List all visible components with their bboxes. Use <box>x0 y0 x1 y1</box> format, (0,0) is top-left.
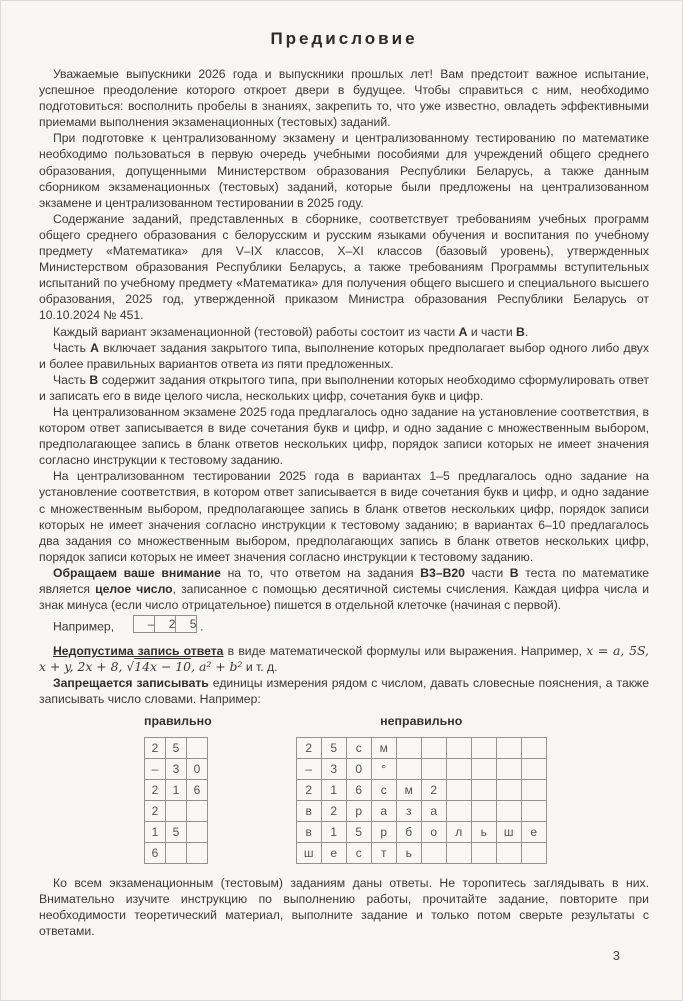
table-cell <box>446 780 471 801</box>
table-cell: с <box>346 843 371 864</box>
incorrect-table-header: неправильно <box>380 714 463 729</box>
incorrect-table-group <box>296 714 547 864</box>
table-cell <box>496 780 521 801</box>
table-cell: 5 <box>166 822 187 843</box>
paragraph <box>39 130 649 210</box>
table-cell <box>496 801 521 822</box>
table-cell: р <box>371 822 396 843</box>
paragraph <box>39 211 649 324</box>
table-cell <box>521 780 546 801</box>
math-text: , a² + b² <box>191 658 243 674</box>
table-row <box>145 780 208 801</box>
page-content <box>39 29 649 939</box>
table-cell <box>496 759 521 780</box>
text-run: . <box>524 324 529 339</box>
table-cell: с <box>346 738 371 759</box>
text-run: А <box>90 340 99 355</box>
text-run: включает задания закрытого типа, выполнение которых предполагает выбор одного либо двух и более правильных вариантов ответа из пяти предложенных. <box>39 340 649 371</box>
table-cell: 1 <box>321 780 346 801</box>
table-cell <box>166 843 187 864</box>
text-run: единицы измерения рядом с числом, давать словесные пояснения, а также записывать число словами. Например: <box>39 675 649 706</box>
table-cell: 5 <box>321 738 346 759</box>
text-run: Недопустима запись ответа <box>53 643 224 658</box>
text-run: и части <box>467 324 517 339</box>
example-answer-cell: – <box>133 615 155 633</box>
text-run: Каждый вариант экзаменационной (тестовой) работы состоит из части <box>53 324 459 339</box>
text-run: В <box>89 372 99 387</box>
math-text: 14x − 10 <box>134 658 192 674</box>
table-cell: 6 <box>187 780 208 801</box>
paragraph <box>39 643 649 675</box>
text-run: В <box>516 324 525 339</box>
table-cell: ь <box>396 843 421 864</box>
correct-table <box>144 737 208 864</box>
table-cell <box>521 738 546 759</box>
paragraph <box>39 875 649 939</box>
text-run: Ко всем экзаменационным (тестовым) заданиям даны ответы. Не торопитесь заглядывать в них. Внимательно изучите инструкцию по выполнению работы, прочитайте задание, повторите при необходимости теоретический материал, выполните задание и только потом сверьте результаты с ответами. <box>39 876 649 939</box>
table-cell: м <box>396 780 421 801</box>
table-cell: 2 <box>145 801 166 822</box>
table-cell: б <box>396 822 421 843</box>
correct-table-group <box>144 714 212 864</box>
table-cell: 1 <box>321 822 346 843</box>
table-cell: а <box>421 801 446 822</box>
text-run: и т. д. <box>242 659 278 674</box>
table-cell: – <box>296 759 321 780</box>
table-cell: 5 <box>346 822 371 843</box>
math-text: √ <box>126 658 135 674</box>
table-cell: 3 <box>166 759 187 780</box>
paragraph <box>39 340 649 372</box>
page-title: Предисловие <box>270 29 418 48</box>
example-answer-cell: 2 <box>154 615 176 633</box>
table-cell: с <box>371 780 396 801</box>
table-row <box>296 822 546 843</box>
table-row <box>296 780 546 801</box>
table-cell: 0 <box>187 759 208 780</box>
table-row <box>296 843 546 864</box>
table-cell <box>496 738 521 759</box>
table-cell: 1 <box>145 822 166 843</box>
table-cell: ° <box>371 759 396 780</box>
page-body <box>39 66 649 939</box>
paragraph <box>39 66 649 130</box>
table-cell <box>187 801 208 822</box>
table-cell <box>187 843 208 864</box>
page-number: 3 <box>612 948 620 963</box>
table-cell <box>396 759 421 780</box>
table-cell: е <box>321 843 346 864</box>
text-run: В3–В20 <box>420 565 465 580</box>
example-answer-cell: 5 <box>175 615 197 633</box>
text-run: При подготовке к централизованному экзамену и централизованному тестированию по математике необходимо пользоваться в первую очередь учебными пособиями для учреждений общего среднего образования, допущенными Министерством образования Республики Беларусь, а также данным сборником экзаменационных (тестовых) заданий, которые были предложены на централизованном экзамене и централизованном тестировании в 2025 году. <box>39 131 649 210</box>
paragraph <box>39 404 649 468</box>
text-run: Часть <box>53 372 90 387</box>
example-prefix: Например, <box>53 619 115 634</box>
text-run: Содержание заданий, представленных в сборнике, соответствует требованиям учебных программ общего среднего образования с белорусским и русским языками обучения и воспитания по учебному предмету «Математика» для V–IX классов, X–XI классов (базовый уровень), утвержденных Министерством образования Республики Беларусь, а также требованиям Программы вступительных испытаний по учебному предмету «Математика» для получения общего высшего и специального высшего образования, 2025 год, утвержденной приказом Министра образования Республики Беларусь от 10.10.2024 № 451. <box>39 211 649 323</box>
example-answer-cells <box>119 615 197 638</box>
paragraph <box>39 565 649 613</box>
table-row <box>296 759 546 780</box>
table-cell: 2 <box>296 780 321 801</box>
table-cell: 1 <box>166 780 187 801</box>
table-row <box>145 843 208 864</box>
table-cell <box>446 843 471 864</box>
table-cell: 2 <box>421 780 446 801</box>
table-cell: в <box>296 801 321 822</box>
table-cell: а <box>371 801 396 822</box>
table-cell <box>471 738 496 759</box>
text-run: целое число <box>95 582 173 596</box>
text-run: в виде математической формулы или выражения. Например, <box>223 643 587 658</box>
table-row <box>145 801 208 822</box>
table-cell: 0 <box>346 759 371 780</box>
table-cell <box>471 843 496 864</box>
table-cell <box>521 801 546 822</box>
text-run: содержит задания открытого типа, при выполнении которых необходимо сформулировать ответ и записать его в виде целого числа, нескольких цифр, сочетания букв и цифр. <box>39 372 649 403</box>
table-cell: 6 <box>346 780 371 801</box>
table-cell <box>187 738 208 759</box>
paragraph <box>39 324 649 340</box>
table-cell: ь <box>471 822 496 843</box>
table-cell <box>471 780 496 801</box>
table-cell: 2 <box>145 780 166 801</box>
table-cell <box>521 759 546 780</box>
text-run: Уважаемые выпускники 2026 года и выпускники прошлых лет! Вам предстоит важное испытание, успешное преодоление которого откроет двери в будущее. Чтобы справиться с ним, необходимо подготовиться: восполнить пробелы в знаниях, закрепить то, что уже известно, овладеть эффективными приемами выполнения экзаменационных (тестовых) заданий. <box>39 67 649 130</box>
table-cell <box>521 843 546 864</box>
incorrect-table <box>296 737 547 864</box>
table-cell <box>421 738 446 759</box>
table-cell: ш <box>496 822 521 843</box>
example-suffix: . <box>200 619 204 634</box>
paragraph <box>39 468 649 565</box>
text-run: На централизованном тестировании 2025 года в вариантах 1–5 предлагалось одно задание на установление соответствия, в котором ответ записывается в виде сочетания букв и цифр, и одно задание с множественным выбором, предполагающее запись в бланк ответов нескольких цифр, порядок записи которых не имеет значения согласно инструкции к тестовому заданию; в вариантах 6–10 предлагалось два задания со множественным выбором, предполагающих запись в бланк ответов нескольких цифр, порядок записи которых не имеет значения согласно инструкции к тестовому заданию. <box>39 469 649 564</box>
table-cell: 2 <box>145 738 166 759</box>
text-run: А <box>458 324 468 339</box>
table-cell <box>421 843 446 864</box>
table-cell: 2 <box>321 801 346 822</box>
table-row <box>145 759 208 780</box>
table-cell <box>396 738 421 759</box>
table-cell: о <box>421 822 446 843</box>
table-cell: ш <box>296 843 321 864</box>
table-cell <box>446 759 471 780</box>
table-cell <box>187 822 208 843</box>
table-cell <box>471 759 496 780</box>
text-run: теста по математике является <box>39 565 649 596</box>
table-cell: 3 <box>321 759 346 780</box>
text-run: В <box>509 565 519 580</box>
text-run: части <box>464 565 510 580</box>
table-row <box>296 801 546 822</box>
math-text: x = a, 5S, x + y, 2x + 8, <box>39 642 649 674</box>
table-cell: з <box>396 801 421 822</box>
table-cell: т <box>371 843 396 864</box>
table-cell <box>496 843 521 864</box>
text-run: Обращаем ваше внимание <box>53 565 221 580</box>
table-cell: в <box>296 822 321 843</box>
paragraph <box>39 675 649 707</box>
answer-grids <box>144 714 649 864</box>
table-row <box>296 738 546 759</box>
paragraph <box>39 372 649 404</box>
table-row <box>145 822 208 843</box>
text-run: , записанное с помощью десятичной системы счисления. Каждая цифра числа и знак минуса (если число отрицательное) пишется в отдельной клеточке (начиная с первой). <box>39 582 649 613</box>
table-cell: – <box>145 759 166 780</box>
text-run: На централизованном экзамене 2025 года предлагалось одно задание на установление соответствия, в котором ответ записывается в виде сочетания букв и цифр, и одно задание с множественным выбором, предполагающее запись в бланк ответов нескольких цифр, порядок записи которых не имеет значения согласно инструкции к тестовому заданию. <box>39 404 649 468</box>
correct-table-header: правильно <box>144 714 212 729</box>
table-cell <box>421 759 446 780</box>
table-cell <box>471 801 496 822</box>
table-cell: р <box>346 801 371 822</box>
text-run: Часть <box>53 340 91 355</box>
table-cell <box>446 738 471 759</box>
example-answer-line <box>39 615 649 640</box>
table-cell <box>446 801 471 822</box>
table-cell: 6 <box>145 843 166 864</box>
table-cell: 5 <box>166 738 187 759</box>
table-cell: м <box>371 738 396 759</box>
table-cell: 2 <box>296 738 321 759</box>
text-run: на то, что ответом на задания <box>220 565 421 580</box>
table-cell: л <box>446 822 471 843</box>
table-cell: е <box>521 822 546 843</box>
text-run: Запрещается записывать <box>53 675 209 690</box>
table-cell <box>166 801 187 822</box>
table-row <box>145 738 208 759</box>
